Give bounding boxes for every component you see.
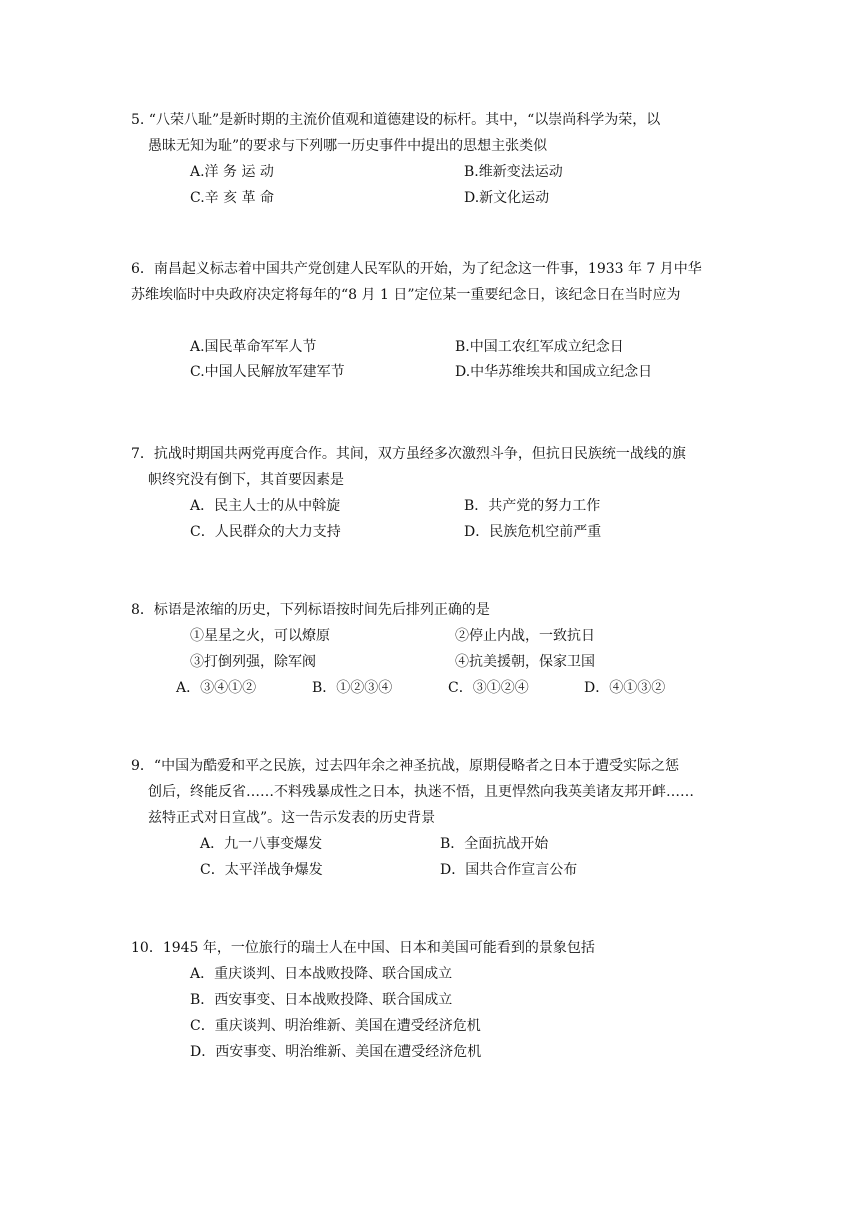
option-b: B．①②③④ <box>312 680 393 696</box>
question-stem: 10．1945 年，一位旅行的瑞士人在中国、日本和美国可能看到的景象包括 <box>131 940 595 956</box>
option-b: B．共产党的努力工作 <box>464 498 601 514</box>
option-a: A．民主人士的从中斡旋 <box>190 498 341 514</box>
option-b: B．西安事变、日本战败投降、联合国成立 <box>190 992 453 1008</box>
option-b: B．全面抗战开始 <box>440 836 549 852</box>
option-a: A．重庆谈判、日本战败投降、联合国成立 <box>190 966 453 982</box>
option-c: C．重庆谈判、明治维新、美国在遭受经济危机 <box>190 1018 481 1034</box>
option-d: D．西安事变、明治维新、美国在遭受经济危机 <box>190 1044 482 1060</box>
slogan-4: ④抗美援朝，保家卫国 <box>455 654 595 670</box>
option-c: C．太平洋战争爆发 <box>200 862 323 878</box>
question-stem: 5. “八荣八耻”是新时期的主流价值观和道德建设的标杆。其中，“以崇尚科学为荣，以 <box>131 112 661 128</box>
option-a: A.洋 务 运 动 <box>190 164 274 180</box>
slogan-2: ②停止内战，一致抗日 <box>455 628 595 644</box>
option-d: D．民族危机空前严重 <box>464 524 602 540</box>
option-b: B.中国工农红军成立纪念日 <box>455 339 624 355</box>
option-c: C．③①②④ <box>448 680 529 696</box>
slogan-3: ③打倒列强，除军阀 <box>190 654 316 670</box>
option-d: D.新文化运动 <box>464 190 550 206</box>
question-stem: 8．标语是浓缩的历史，下列标语按时间先后排列正确的是 <box>131 602 490 618</box>
option-b: B.维新变法运动 <box>464 164 563 180</box>
question-stem: 9．“中国为酷爱和平之民族，过去四年余之神圣抗战，原期侵略者之日本于遭受实际之惩 <box>131 758 680 774</box>
question-stem: 苏维埃临时中央政府决定将每年的“8 月 1 日”定位某一重要纪念日，该纪念日在当时应为 <box>131 287 681 303</box>
option-d: D．国共合作宣言公布 <box>440 862 578 878</box>
option-a: A.国民革命军军人节 <box>190 339 317 355</box>
slogan-1: ①星星之火，可以燎原 <box>190 628 330 644</box>
option-c: C．人民群众的大力支持 <box>190 524 341 540</box>
option-c: C.中国人民解放军建军节 <box>190 364 345 380</box>
question-stem: 6．南昌起义标志着中国共产党创建人民军队的开始，为了纪念这一件事，1933 年 7 月中华 <box>131 261 702 277</box>
question-stem: 帜终究没有倒下，其首要因素是 <box>148 472 344 488</box>
question-stem: 创后，终能反省……不料残暴成性之日本，执迷不悟，且更悍然向我英美诸友邦开衅…… <box>148 784 694 800</box>
option-d: D.中华苏维埃共和国成立纪念日 <box>455 364 653 380</box>
question-stem: 愚昧无知为耻”的要求与下列哪一历史事件中提出的思想主张类似 <box>148 138 548 154</box>
question-stem: 7．抗战时期国共两党再度合作。其间，双方虽经多次激烈斗争，但抗日民族统一战线的旗 <box>131 446 686 462</box>
option-a: A．九一八事变爆发 <box>200 836 323 852</box>
option-a: A．③④①② <box>176 680 257 696</box>
option-d: D．④①③② <box>584 680 666 696</box>
question-stem: 兹特正式对日宣战”。这一告示发表的历史背景 <box>148 810 436 826</box>
option-c: C.辛 亥 革 命 <box>190 190 275 206</box>
